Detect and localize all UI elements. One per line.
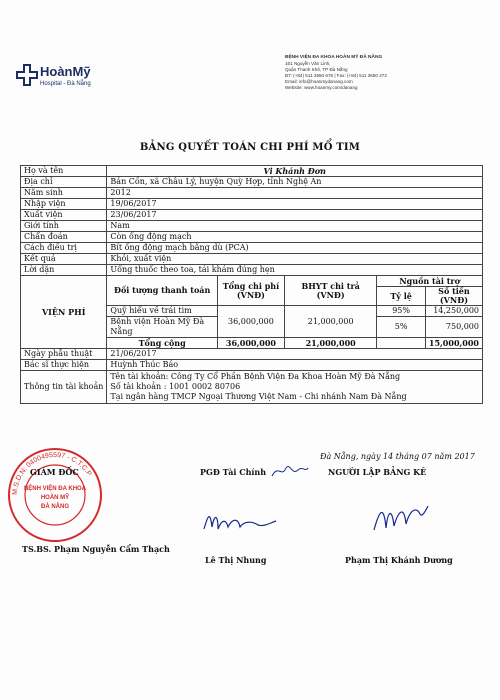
grand-total-insurance: 21,000,000 (284, 338, 376, 349)
table-row (21, 177, 483, 188)
row-label: Giới tính (21, 221, 107, 232)
row-label: Địa chỉ (21, 177, 107, 188)
insurance-value: 21,000,000 (284, 306, 376, 338)
hospital-website: Website: www.hoanmy.com/danang (285, 85, 358, 90)
preparer-signature-icon (370, 500, 430, 535)
grand-total-label: Tổng cộng (107, 338, 217, 349)
row-label: Năm sinh (21, 188, 107, 199)
fees-label: VIỆN PHÍ (21, 276, 107, 349)
row-label: Xuất viện (21, 210, 107, 221)
result-value: Khỏi, xuất viện (107, 254, 483, 265)
svg-text:BỆNH VIỆN ĐA KHOA: BỆNH VIỆN ĐA KHOA (23, 486, 87, 492)
ratio-2: 5% (377, 317, 426, 338)
hospital-address-line: Quận Thanh Khê, TP Đà Nẵng (285, 67, 348, 72)
table-row (21, 210, 483, 221)
cross-logo-icon (16, 64, 38, 86)
stamp-ring-text: M.S.D.N: 0400495597 - C.T.C.P (11, 451, 93, 496)
diagnosis-value: Còn ống động mạch (107, 232, 483, 243)
row-label: Kết quả (21, 254, 107, 265)
advice-value: Uống thuốc theo toa, tái khám đúng hẹn (107, 265, 483, 276)
amount-1: 14,250,000 (425, 306, 482, 317)
address-value: Bản Cồn, xã Châu Lý, huyện Quỳ Hợp, tỉnh Nghệ An (107, 177, 483, 188)
hospital-address-line: 161 Nguyễn Văn Linh, (285, 61, 331, 66)
hospital-stamp-icon (5, 445, 105, 545)
director-name: TS.BS. Phạm Nguyễn Cẩm Thạch (22, 544, 170, 554)
settlement-table (20, 165, 483, 404)
preparer-name: Phạm Thị Khánh Dương (345, 555, 453, 565)
row-label: Nhập viện (21, 199, 107, 210)
birth-year-value: 2012 (107, 188, 483, 199)
preparer-title: NGƯỜI LẬP BẢNG KÊ (328, 467, 427, 477)
logo-name: HoànMỹ (40, 64, 91, 79)
discharge-date: 23/06/2017 (107, 210, 483, 221)
small-signature-icon (270, 462, 310, 480)
table-row (21, 232, 483, 243)
hospital-logo (16, 62, 126, 102)
hospital-address-block (285, 55, 490, 91)
row-label: Bác sĩ thực hiện (21, 360, 107, 371)
patient-name: Vi Khánh Đơn (107, 166, 483, 177)
hospital-name: BỆNH VIỆN ĐA KHOA HOÀN MỸ ĐÀ NẴNG (285, 55, 383, 60)
grand-total-ratio-empty (377, 338, 426, 349)
table-row (21, 254, 483, 265)
row-label: Cách điều trị (21, 243, 107, 254)
col-header-amount: Số tiền (VNĐ) (425, 287, 482, 306)
svg-text:HOÀN MỸ: HOÀN MỸ (40, 495, 70, 501)
row-label: Ngày phẫu thuật (21, 349, 107, 360)
grand-total-amount: 15,000,000 (425, 338, 482, 349)
hospital-phone: ĐT: (+84) 511 3650 676 | Fax: (+84) 511 3650 272 (285, 73, 387, 78)
hospital-email: Email: info@hoanmydanang.com (285, 79, 353, 84)
col-header-ratio: Tỷ lệ (377, 287, 426, 306)
row-label: Chẩn đoán (21, 232, 107, 243)
table-row (21, 371, 483, 404)
svg-text:ĐÀ NẴNG: ĐÀ NẴNG (41, 504, 69, 510)
surgery-date: 21/06/2017 (107, 349, 483, 360)
payer-1: Quỹ hiểu về trái tim (107, 306, 217, 317)
table-row (21, 360, 483, 371)
table-row (21, 265, 483, 276)
logo-subtitle: Hospital - Đà Nẵng (40, 81, 91, 87)
grand-total-cost: 36,000,000 (217, 338, 284, 349)
table-row (21, 276, 483, 287)
finance-deputy-signature-icon (200, 505, 280, 535)
treatment-value: Bít ống động mạch bằng dù (PCA) (107, 243, 483, 254)
col-header-funding: Nguồn tài trợ (377, 276, 483, 287)
finance-deputy-name: Lê Thị Nhung (205, 555, 267, 565)
gender-value: Nam (107, 221, 483, 232)
col-header-payer: Đối tượng thanh toán (107, 276, 217, 306)
table-row (21, 188, 483, 199)
table-row (21, 199, 483, 210)
ratio-1: 95% (377, 306, 426, 317)
bank-name: Tại ngân hàng TMCP Ngoại Thương Việt Nam - Chi nhánh Nam Đà Nẵng (110, 392, 407, 401)
signing-date: Đà Nẵng, ngày 14 tháng 07 năm 2017 (320, 452, 475, 461)
account-info (107, 371, 483, 404)
table-row (21, 349, 483, 360)
payer-2: Bệnh viện Hoàn Mỹ Đà Nẵng (107, 317, 217, 338)
amount-2: 750,000 (425, 317, 482, 338)
row-label: Họ và tên (21, 166, 107, 177)
row-label: Thông tin tài khoản (21, 371, 107, 404)
page-title: BẢNG QUYẾT TOÁN CHI PHÍ MỔ TIM (139, 142, 361, 153)
admission-date: 19/06/2017 (107, 199, 483, 210)
account-name: Tên tài khoản: Công Ty Cổ Phần Bệnh Viện Đa Khoa Hoàn Mỹ Đà Nẵng (110, 372, 401, 381)
account-number: Số tài khoản : 1001 0002 80706 (110, 382, 241, 391)
finance-deputy-title: PGĐ Tài Chính (200, 467, 267, 477)
total-cost-value: 36,000,000 (217, 306, 284, 338)
col-header-total-cost: Tổng chi phí (VNĐ) (217, 276, 284, 306)
col-header-insurance: BHYT chi trả (VNĐ) (284, 276, 376, 306)
table-row (21, 221, 483, 232)
surgeon-name: Huỳnh Thúc Bảo (107, 360, 483, 371)
row-label: Lời dặn (21, 265, 107, 276)
table-row (21, 166, 483, 177)
table-row (21, 243, 483, 254)
director-title: GIÁM ĐỐC (30, 467, 79, 477)
